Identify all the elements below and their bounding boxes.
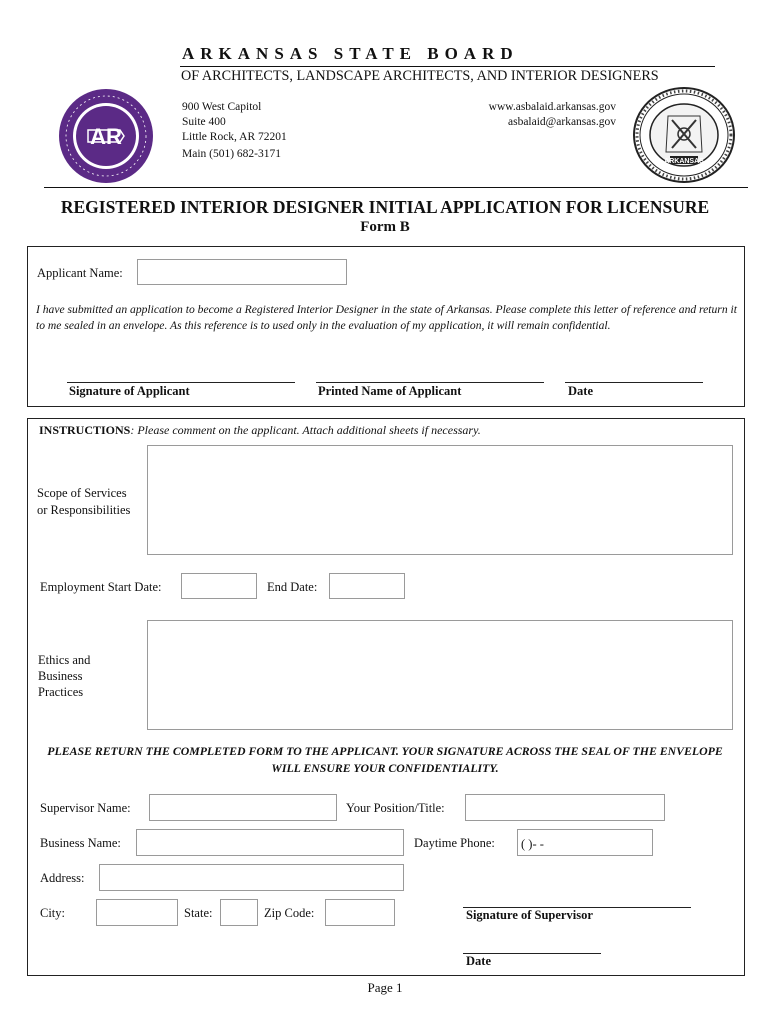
start-date-label: Employment Start Date: <box>40 580 162 594</box>
end-date-input[interactable] <box>329 573 405 599</box>
address-label: Address: <box>40 871 85 885</box>
main-phone: Main (501) 682-3171 <box>182 148 282 160</box>
position-title-input[interactable] <box>465 794 665 821</box>
ethics-label-line-3: Practices <box>38 685 84 699</box>
instructions-label: INSTRUCTIONS <box>39 423 131 437</box>
contact-links <box>440 100 616 130</box>
mailing-address <box>182 100 287 145</box>
city-input[interactable] <box>96 899 178 926</box>
state-input[interactable] <box>220 899 258 926</box>
applicant-signature-line[interactable] <box>67 382 295 383</box>
ethics-label-line-2: Business <box>38 669 83 683</box>
supervisor-name-label: Supervisor Name: <box>40 801 131 815</box>
instructions <box>39 423 481 438</box>
address-input[interactable] <box>99 864 404 891</box>
applicant-name-input[interactable] <box>137 259 347 285</box>
supervisor-name-input[interactable] <box>149 794 337 821</box>
start-date-input[interactable] <box>181 573 257 599</box>
position-title-label: Your Position/Title: <box>346 801 445 815</box>
scope-label <box>37 485 130 519</box>
ethics-label-line-1: Ethics and <box>38 653 91 667</box>
address-line-1: 900 West Capitol <box>182 101 262 113</box>
applicant-date-label: Date <box>568 384 593 398</box>
scope-label-line-1: Scope of Services <box>37 486 127 500</box>
printed-name-line[interactable] <box>316 382 544 383</box>
zip-code-label: Zip Code: <box>264 906 315 920</box>
state-label: State: <box>184 906 213 920</box>
daytime-phone-label: Daytime Phone: <box>414 836 495 850</box>
zip-code-input[interactable] <box>325 899 395 926</box>
form-title: REGISTERED INTERIOR DESIGNER INITIAL APPLICATION FOR LICENSURE <box>60 197 710 217</box>
department-of-labor-seal-icon <box>58 88 154 184</box>
applicant-date-line[interactable] <box>565 382 703 383</box>
board-title: ARKANSAS STATE BOARD <box>182 44 519 63</box>
return-instructions: PLEASE RETURN THE COMPLETED FORM TO THE APPLICANT. YOUR SIGNATURE ACROSS THE SEAL OF THE ENVELOPE WILL ENSURE YOUR CONFIDENTIALITY. <box>47 744 723 775</box>
supervisor-signature-label: Signature of Supervisor <box>466 908 593 922</box>
address-line-3: Little Rock, AR 72201 <box>182 131 287 143</box>
scope-label-line-2: or Responsibilities <box>37 503 131 517</box>
city-label: City: <box>40 906 66 920</box>
title-divider <box>180 66 715 67</box>
website-link[interactable]: www.asbalaid.arkansas.gov <box>488 101 616 113</box>
instructions-text: : Please comment on the applicant. Attach additional sheets if necessary. <box>130 423 481 437</box>
form-subtitle: Form B <box>360 219 410 235</box>
end-date-label: End Date: <box>267 580 318 594</box>
daytime-phone-input[interactable] <box>517 829 653 856</box>
page-number: Page 1 <box>367 980 403 995</box>
svg-text:ARKANSAS: ARKANSAS <box>664 158 704 165</box>
address-line-2: Suite 400 <box>182 116 226 128</box>
ethics-practices-textarea[interactable] <box>147 620 733 730</box>
ethics-label <box>38 652 90 700</box>
applicant-name-label: Applicant Name: <box>37 266 123 280</box>
printed-name-label: Printed Name of Applicant <box>318 384 462 398</box>
phone-mask: ( )- - <box>521 837 544 851</box>
business-name-input[interactable] <box>136 829 404 856</box>
board-subtitle: OF ARCHITECTS, LANDSCAPE ARCHITECTS, AND INTERIOR DESIGNERS <box>181 68 659 84</box>
supervisor-date-label: Date <box>466 954 491 968</box>
scope-of-services-textarea[interactable] <box>147 445 733 555</box>
arkansas-board-seal-icon <box>632 86 736 184</box>
applicant-statement: I have submitted an application to become a Registered Interior Designer in the state of Arkansas. Please complete this letter of reference and return it to me sealed in an envelope. As this reference is to used only in the evaluation of my application, it will remain confidential. <box>36 303 737 332</box>
email-link[interactable]: asbalaid@arkansas.gov <box>508 116 616 128</box>
header-divider <box>44 187 748 188</box>
applicant-signature-label: Signature of Applicant <box>69 384 190 398</box>
business-name-label: Business Name: <box>40 836 121 850</box>
svg-text:AR: AR <box>90 124 122 149</box>
